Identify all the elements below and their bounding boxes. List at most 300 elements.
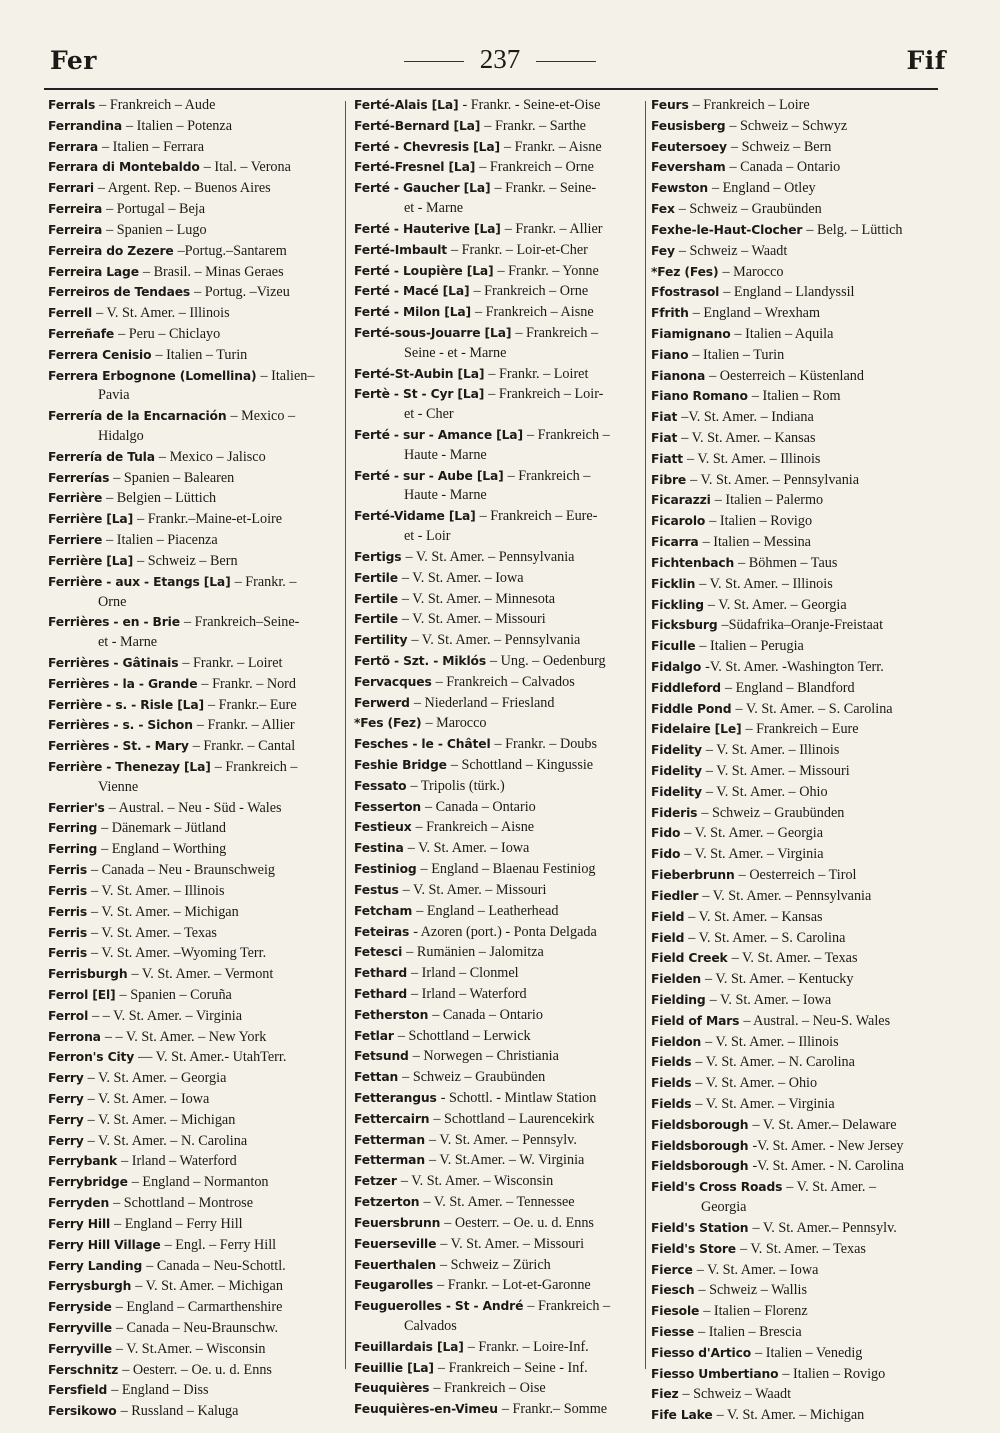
entry-place-name: Ffrith [651,306,689,321]
entry-place-name: Ferrona [48,1029,101,1044]
gazetteer-entry [651,948,951,969]
entry-place-name: Ferryville [48,1341,112,1356]
gazetteer-entry [354,1337,644,1358]
gazetteer-entry [651,428,951,449]
gazetteer-entry [48,818,343,839]
gazetteer-entry [48,1318,343,1339]
column-1 [48,95,343,1422]
gazetteer-entry [651,1052,951,1073]
entry-location: – V. St. Amer. – Illinois [96,305,230,322]
entry-place-name: Ferrières - en - Brie [48,615,180,630]
entry-place-name: Feuquières-en-Vimeu [354,1402,498,1417]
entry-place-name: Ferris [48,883,88,898]
gazetteer-entry [48,1151,343,1172]
gazetteer-entry [651,803,951,824]
entry-location: – Frankreich – [526,427,610,443]
entry-location: – Frankreich – [214,759,298,775]
gazetteer-entry [354,137,644,158]
entry-place-name: Ferreira Lage [48,264,139,279]
entry-place-name: Ferté - Milon [La] [354,305,472,320]
entry-place-name: Ferrera Cenisio [48,347,152,362]
column-2 [354,95,644,1420]
entry-location: – Frankr. – Loire-Inf. [467,1338,589,1355]
entry-place-name: Fetherston [354,1007,429,1022]
entry-place-name: Ferris [48,925,88,940]
entry-place-name: Ferrol [El] [48,987,116,1002]
entry-place-name: Ferschnitz [48,1362,119,1377]
entry-location: – Frankr. – Nord [201,675,296,692]
entry-place-name: Ferrandina [48,118,122,133]
entry-place-name: Fields [651,1076,692,1091]
entry-location: – Engl. – Ferry Hill [164,1236,277,1253]
gazetteer-entry [651,844,951,865]
entry-place-name: Fidelity [651,743,702,758]
entry-place-name: Fiatt [651,451,683,466]
entry-location: – Frankreich–Seine- [183,614,300,631]
column-divider-1 [345,101,346,1369]
gazetteer-entry [48,1297,343,1318]
gazetteer-entry [651,199,951,220]
entry-location: – V. St. Amer. – Iowa [401,569,524,586]
entry-place-name: Fex [651,202,675,217]
gazetteer-entry [354,95,644,116]
entry-place-name: Ffostrasol [651,285,720,300]
gazetteer-entry [651,740,951,761]
gazetteer-entry [651,1073,951,1094]
entry-location: – England – Wrexham [692,305,820,322]
gazetteer-entry [651,865,951,886]
entry-place-name: Feshie Bridge [354,758,447,772]
gazetteer-entry [651,241,951,262]
entry-place-name: Fertile [354,591,398,606]
entry-location: – Italien – Venedig [755,1344,863,1361]
entry-location: – Frankr. – Allier [504,220,603,237]
entry-place-name: Ferry Hill Village [48,1237,161,1252]
entry-place-name: Ferryside [48,1300,112,1315]
entry-place-name: Fethard [354,966,407,981]
gazetteer-entry [651,407,951,428]
entry-place-name: Fideris [651,805,698,820]
gazetteer-entry [354,1026,644,1047]
entry-place-name: Ferté-Alais [La] [354,98,459,112]
gazetteer-entry [651,1011,951,1032]
entry-location: – V. St. Amer. – Texas [731,950,858,967]
entry-place-name: Ferrara [48,139,98,154]
entry-place-name: Ferryden [48,1196,110,1211]
entry-location: – Italien – Palermo [714,492,824,509]
gazetteer-entry [48,902,343,923]
entry-location: – Tripolis (türk.) [410,777,505,794]
gazetteer-entry [48,1068,343,1089]
gazetteer-entry [48,282,343,303]
gazetteer-entry [48,860,343,881]
entry-location: – Brasil. – Minas Geraes [142,263,284,280]
gazetteer-entry [651,1156,951,1177]
entry-place-name: Fertile [354,612,398,627]
entry-place-name: Fesches - le - Châtel [354,737,491,752]
entry-location: – V. St. Amer. – Tennessee [423,1194,575,1211]
entry-location: – Belgien – Lüttich [106,490,217,507]
entry-place-name: Fianona [651,368,706,383]
entry-location: – Belg. – Lüttich [806,221,903,238]
entry-place-name: Fethard [354,986,407,1001]
entry-place-name: Fierce [651,1262,693,1277]
entry-location: – V. St. Amer. – Missouri [705,763,850,779]
gazetteer-entry [651,157,951,178]
entry-location: – Italien – Turin [692,346,785,363]
gazetteer-entry [354,984,644,1005]
entry-location: – V. St. Amer. – Michigan [91,903,239,920]
entry-place-name: Ferron's City [48,1050,135,1065]
entry-place-name: Ferrières - la - Grande [48,676,198,691]
entry-place-name: Ferrières - s. - Sichon [48,718,193,733]
gazetteer-entry [651,116,951,137]
gazetteer-entry [354,734,644,755]
entry-place-name: Ferrisburgh [48,967,128,982]
entry-location: – Canada – Ontario [432,1006,543,1023]
entry-place-name: Ferrière [La] [48,512,134,527]
entry-location: – V. St. Amer. – Texas [91,924,217,941]
entry-place-name: Ferris [48,946,88,961]
entry-location: – V. St. Amer. – Michigan [87,1111,236,1128]
gazetteer-entry [354,1150,644,1171]
entry-continuation: et - Cher [404,406,454,423]
entry-location: – V. St. Amer. – Illinois [91,882,225,899]
entry-location: – Frankr.– Eure [207,696,297,713]
entry-place-name: Ferté - sur - Aube [La] [354,468,504,483]
entry-location: – Frankr.–Maine-et-Loire [137,511,283,528]
entry-location: – Norwegen – Christiania [412,1048,559,1065]
entry-location: – Austral. – Neu - Süd - Wales [108,799,282,816]
entry-location: – V. St. Amer. – Kentucky [705,971,854,988]
gazetteer-entry [651,823,951,844]
entry-place-name: Ferrals [48,98,96,112]
gazetteer-entry [354,219,644,240]
entry-place-name: Ferté - Hauterive [La] [354,221,501,236]
entry-location: – Böhmen – Taus [738,554,838,571]
entry-place-name: Fieldsborough [651,1138,749,1153]
entry-location: – V. St. Amer. – Ohio [705,783,828,800]
gazetteer-entry [48,881,343,902]
gazetteer-entry [354,425,644,446]
entry-place-name: Ferté-Vidame [La] [354,509,476,524]
gazetteer-entry [651,719,951,740]
entry-location: –Südafrika–Oranje-Freistaat [721,617,884,634]
gazetteer-entry [651,1032,951,1053]
entry-location: – Schweiz – Schwyz [729,117,848,134]
gazetteer-entry [354,1192,644,1213]
gazetteer-entry [48,964,343,985]
entry-location: – England – Diss [111,1382,209,1399]
entry-location: – Frankr. – Aisne [503,138,602,155]
gazetteer-entry [354,1255,644,1276]
gazetteer-entry [651,324,951,345]
entry-location: – Frankr.– Somme [501,1401,608,1418]
entry-location: – England – Worthing [101,841,227,858]
entry-place-name: Fido [651,847,681,862]
entry-place-name: Ferry Hill [48,1216,111,1231]
gazetteer-columns [0,95,1000,1424]
entry-place-name: Fetzer [354,1174,397,1189]
entry-place-name: Fields [651,1055,692,1070]
entry-location: – England – Blandford [724,679,855,696]
entry-place-name: Ferrysburgh [48,1279,132,1294]
entry-location: – V. St. Amer. – Pennsylvania [411,632,581,649]
entry-place-name: Feuerseville [354,1236,437,1251]
entry-location: – Schweiz – Bern [137,552,238,569]
entry-place-name: Feteiras [354,924,410,939]
gazetteer-entry [354,240,644,261]
gazetteer-entry [651,345,951,366]
entry-place-name: Fersikowo [48,1404,117,1419]
entry-place-name: Fielding [651,992,706,1007]
entry-location: – Frankr. – Yonne [497,262,599,279]
gazetteer-entry [48,757,343,778]
gazetteer-entry [354,1088,644,1109]
gazetteer-entry [651,657,951,678]
entry-place-name: Feuguerolles - St - André [354,1299,524,1314]
entry-location: – Italien – Perugia [699,638,804,655]
entry-location: – V. St. Amer. – Pennsylvania [702,887,872,904]
entry-location: – V. St. Amer. – Iowa [407,840,530,857]
entry-place-name: Ferrière - s. - Risle [La] [48,697,204,712]
gazetteer-entry [48,366,343,387]
entry-location: – V. St. Amer. – Kansas [681,430,816,446]
running-head-right: Fif [906,46,946,75]
gazetteer-entry [48,1214,343,1235]
gazetteer-entry [651,1115,951,1136]
entry-place-name: Ferreira [48,202,103,217]
gazetteer-entry [48,839,343,860]
entry-place-name: Fidelaire [Le] [651,722,742,737]
entry-place-name: Ferris [48,904,88,919]
entry-place-name: Ferté - Gaucher [La] [354,181,491,196]
entry-place-name: Feuerthalen [354,1257,436,1272]
entry-place-name: Ferrerías [48,470,110,485]
entry-place-name: Ferrari [48,181,94,196]
entry-place-name: Ferrería de la Encarnación [48,409,227,424]
entry-place-name: Ferrera Erbognone (Lomellina) [48,368,257,383]
entry-location: – V. St.Amer. – W. Virginia [428,1152,585,1169]
entry-place-name: Fettan [354,1070,399,1085]
entry-location: – Italien – Turin [155,346,248,363]
gazetteer-entry [354,1109,644,1130]
entry-location: – V. St. Amer. – Iowa [696,1261,819,1278]
gazetteer-entry [48,1360,343,1381]
entry-place-name: Ferris [48,863,88,878]
entry-place-name: Ferrybridge [48,1175,128,1190]
gazetteer-entry [354,859,644,880]
entry-location: – V. St. Amer. – Illinois [705,1033,839,1050]
entry-location: – Schweiz – Graubünden [402,1069,546,1086]
gazetteer-entry [651,1280,951,1301]
entry-place-name: Fiddleford [651,680,721,695]
entry-place-name: Feuersbrunn [354,1215,441,1230]
column-3 [651,95,951,1426]
entry-place-name: Ficksburg [651,618,718,633]
entry-place-name: Festieux [354,820,412,835]
entry-location: – V. St. Amer.– Delaware [752,1116,897,1133]
gazetteer-entry [354,1296,644,1317]
entry-location: – Frankreich – Loire [692,97,810,113]
entry-place-name: Fertility [354,633,408,648]
gazetteer-entry [651,1384,951,1405]
page-number-block [30,44,970,75]
entry-place-name: Ferté-Fresnel [La] [354,160,476,175]
gazetteer-entry [354,693,644,714]
gazetteer-entry [651,532,951,553]
gazetteer-entry [651,490,951,511]
entry-location: – Peru – Chiclayo [118,325,221,342]
entry-place-name: Ferry [48,1092,84,1106]
entry-place-name: Ferry [48,1133,84,1148]
entry-place-name: Field [651,909,685,924]
entry-location: – Portug. –Vizeu [194,284,290,301]
entry-place-name: Ferrara di Montebaldo [48,160,200,175]
entry-continuation: Vienne [98,778,139,795]
gazetteer-entry [651,1260,951,1281]
entry-place-name: Fersfield [48,1383,108,1398]
entry-location: – V. St. Amer. – Missouri [440,1235,585,1252]
entry-place-name: Fiano Romano [651,389,748,404]
gazetteer-entry [354,568,644,589]
gazetteer-entry [354,797,644,818]
entry-location: – Schottland – Laurencekirk [433,1110,595,1127]
gazetteer-entry [48,1256,343,1277]
entry-place-name: Ferrière - aux - Etangs [La] [48,574,231,589]
entry-location: – Frankr. – Doubs [494,736,597,753]
entry-place-name: Ficarazzi [651,493,711,508]
gazetteer-entry [651,1136,951,1157]
entry-place-name: Fey [651,243,675,258]
gazetteer-entry [354,116,644,137]
entry-place-name: Fiddle Pond [651,701,732,716]
gazetteer-entry [354,609,644,630]
gazetteer-entry [651,1405,951,1426]
gazetteer-entry [651,470,951,491]
gazetteer-entry [48,1006,343,1027]
gazetteer-entry [48,220,343,241]
gazetteer-entry [354,1378,644,1399]
gazetteer-entry [48,653,343,674]
gazetteer-entry [354,547,644,568]
entry-location: - Frankr. - Seine-et-Oise [462,97,601,113]
entry-location: – Irland – Waterford [411,985,527,1002]
gazetteer-entry [354,922,644,943]
entry-location: – – V. St. Amer. – New York [104,1028,267,1045]
entry-place-name: Ferrières - Gâtinais [48,655,179,670]
entry-place-name: Fesserton [354,799,422,814]
gazetteer-entry [354,880,644,901]
entry-place-name: Fetesci [354,945,403,960]
entry-location: – Canada – Neu - Braunschweig [91,862,276,879]
entry-location: – Schweiz – Waadt [678,242,788,259]
entry-place-name: Ferrier's [48,800,105,815]
entry-place-name: Fidalgo [651,659,702,674]
entry-location: – V. St. Amer. – Vermont [131,966,274,983]
gazetteer-entry [48,345,343,366]
entry-location: – Oesterreich – Tirol [738,867,857,884]
gazetteer-entry [48,1380,343,1401]
entry-location: –– V. St. Amer.- UtahTerr. [138,1049,287,1066]
entry-continuation: Haute - Marne [404,446,487,463]
entry-location: – V. St. Amer. – Wisconsin [400,1173,554,1190]
gazetteer-entry [48,1276,343,1297]
entry-place-name: Ferrol [48,1008,89,1023]
gazetteer-entry [651,1301,951,1322]
entry-place-name: Ficulle [651,639,696,654]
entry-place-name: Ferry [48,1112,84,1127]
entry-place-name: Fieldsborough [651,1117,749,1132]
entry-location: – Italien – Ferrara [102,138,205,155]
entry-place-name: Field Creek [651,951,728,966]
entry-place-name: Festus [354,882,399,897]
entry-place-name: Fertigs [354,549,402,564]
entry-location: – England – Normanton [131,1174,269,1191]
entry-place-name: Fiesch [651,1283,695,1298]
entry-place-name: Ferrière [48,491,103,506]
gazetteer-entry [651,969,951,990]
gazetteer-entry [48,262,343,283]
entry-location: – Portugal – Beja [106,201,206,218]
entry-location: – Frankreich – Orne [479,159,594,176]
gazetteer-entry [651,678,951,699]
entry-location: – England – Otley [711,180,816,197]
entry-place-name: Feusisberg [651,118,726,133]
entry-location: – England – Llandyssil [723,284,855,301]
gazetteer-entry [354,942,644,963]
entry-location: – Oesterr. – Oe. u. d. Enns [122,1361,272,1378]
entry-location: – Italien – Rom [751,388,841,405]
gazetteer-entry [354,1171,644,1192]
entry-place-name: Fiesso Umbertiano [651,1366,779,1381]
gazetteer-entry [651,366,951,387]
entry-location: – Frankreich – Aisne [415,819,535,836]
entry-location: – V. St. Amer. – Pennsylvania [405,548,575,565]
gazetteer-entry [354,589,644,610]
entry-location: – Ung. – Oedenburg [490,652,606,669]
gazetteer-entry [651,553,951,574]
entry-location: – Oesterr. – Oe. u. d. Enns [444,1214,594,1231]
entry-place-name: Festina [354,841,404,856]
gazetteer-entry [651,511,951,532]
entry-place-name: Fieldsborough [651,1159,749,1174]
gazetteer-entry [48,530,343,551]
entry-location: – V. St. Amer. – Iowa [87,1091,210,1107]
entry-location: – Italien – Aquila [734,325,834,342]
entry-place-name: Fieldon [651,1034,702,1049]
entry-place-name: Fiedler [651,888,699,903]
entry-place-name: Ferrière - Thenezay [La] [48,760,211,774]
entry-location: – V. St. Amer. – Missouri [402,881,547,898]
entry-place-name: Fiesole [651,1304,700,1319]
gazetteer-entry [48,509,343,530]
gazetteer-entry [354,776,644,797]
gazetteer-entry [651,761,951,782]
entry-place-name: Feurs [651,98,689,112]
entry-location: – V. St. Amer. – Georgia [684,825,824,842]
entry-location: – V. St. Amer. – Missouri [401,611,546,628]
entry-location: – V. St. Amer. – [786,1179,877,1196]
gazetteer-entry [48,715,343,736]
entry-place-name: Fettercairn [354,1111,430,1126]
entry-location: – V. St. Amer. – Illinois [699,575,833,592]
entry-location: – V. St. Amer. – Ohio [695,1075,818,1092]
entry-place-name: Ferrell [48,306,93,321]
entry-location: – – V. St. Amer. – Virginia [92,1007,243,1024]
gazetteer-entry [48,1401,343,1422]
entry-location: – Frankr. – Lot-et-Garonne [437,1277,591,1294]
